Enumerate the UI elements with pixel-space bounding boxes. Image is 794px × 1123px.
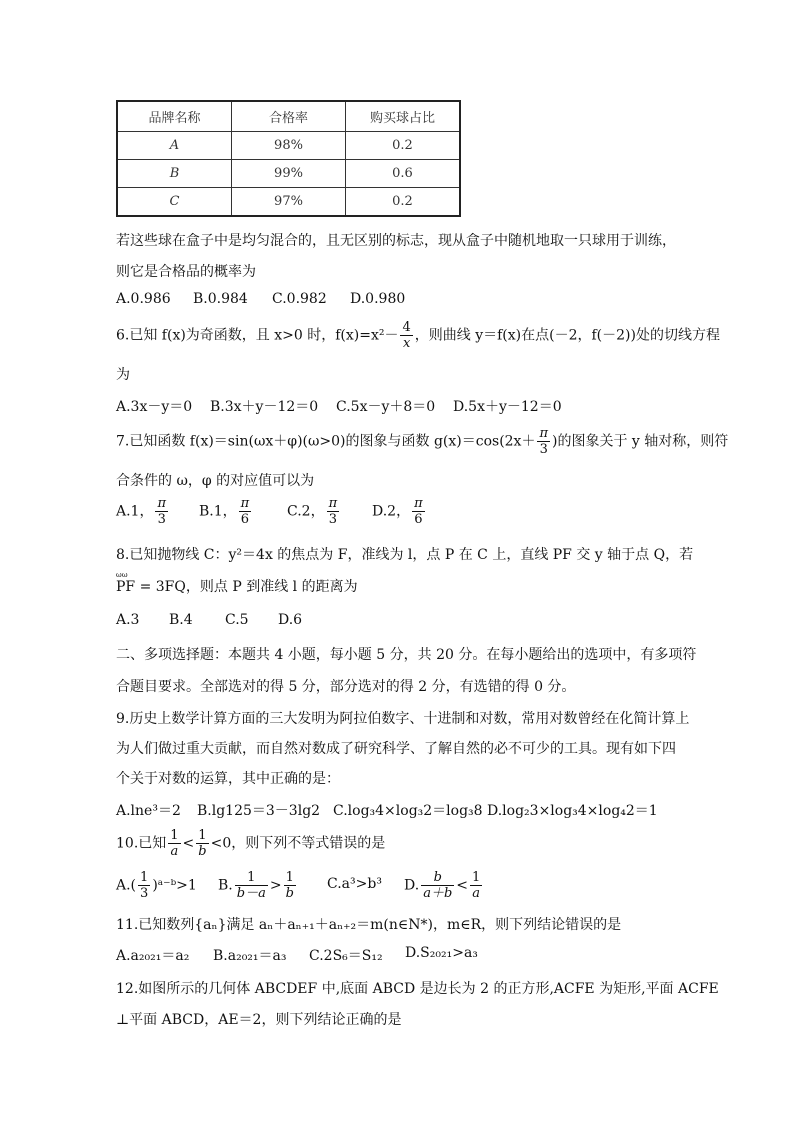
option-fraction [412, 496, 425, 527]
q7-line1 [116, 426, 728, 457]
table-header: 购买球占比 [346, 101, 461, 132]
q7-fraction [537, 426, 550, 457]
fraction-numerator: π [240, 496, 250, 511]
option-fraction: $\frac{1}{b-a}$ [236, 870, 266, 901]
q7-post: )的图象关于 y 轴对称，则符 [552, 433, 729, 450]
q10-pre: 10.已知 [116, 835, 167, 852]
q10-option-d: D. $\frac{b}{a+b}$ < $\frac{1}{a}$ [404, 870, 481, 901]
q8-option-a: A.3 [116, 612, 140, 628]
option-text: )ᵃ⁻ᵇ>1 [152, 877, 197, 894]
table-header: 合格率 [232, 101, 346, 132]
fraction-denominator: 3 [328, 512, 337, 527]
fraction-numerator: π [539, 426, 548, 441]
option-fraction [155, 496, 168, 527]
table-row [117, 188, 460, 217]
q10-option-b: B. $\frac{1}{b-a}$ > $\frac{1}{b}$ [218, 870, 294, 901]
q8-line2-post: ，则点 P 到准线 l 的距离为 [185, 579, 358, 595]
fraction-numerator: π [414, 496, 423, 511]
q5-option-c: C.0.982 [272, 291, 327, 307]
table-header-row [117, 101, 460, 132]
option-label: C.2， [287, 503, 325, 520]
q7-option-b [199, 496, 253, 527]
q8-option-d: D.6 [278, 612, 303, 628]
brand-table [116, 100, 461, 217]
q10-fraction-a: $\frac{1}{a}$ [170, 828, 179, 859]
q10-option-a [116, 870, 197, 901]
q6-line2: 为 [116, 367, 130, 383]
table-row [117, 132, 460, 160]
q6-option-b: B.3x＋y－12＝0 [210, 399, 319, 415]
option-fraction [327, 496, 340, 527]
option-fraction: $\frac{1}{a}$ [472, 870, 481, 901]
section2-line2: 合题目要求。全部选对的得 5 分，部分选对的得 2 分，有选错的得 0 分。 [116, 679, 576, 695]
fraction-numerator: 4 [402, 320, 411, 335]
fraction-denominator: 6 [240, 512, 250, 527]
q11-option-d: D.S₂₀₂₁>a₃ [405, 945, 478, 961]
q9-line3: 个关于对数的运算，其中正确的是： [116, 771, 340, 787]
q12-line2: ⊥平面 ABCD，AE＝2，则下列结论正确的是 [116, 1012, 402, 1028]
fraction-denominator: x [402, 336, 411, 351]
q7-option-a [116, 496, 170, 527]
q8-option-c: C.5 [225, 612, 249, 628]
q12-line1: 12.如图所示的几何体 ABCDEF 中,底面 ABCD 是边长为 2 的正方形,ACFE 为矩形,平面 ACFE [116, 981, 719, 997]
q9-option-c: C.log₃4×log₃2＝log₃8 [333, 803, 483, 819]
option-fraction: $\frac{b}{a+b}$ [423, 870, 453, 901]
q9-option-a: A.lne³＝2 [116, 803, 181, 819]
q6-post: ，则曲线 y＝f(x)在点(－2，f(－2))处的切线方程 [414, 327, 720, 344]
q6-line1 [116, 320, 720, 351]
q7-line2: 合条件的 ω，φ 的对应值可以为 [116, 473, 315, 489]
q10-post: <0，则下列不等式错误的是 [210, 835, 386, 852]
table-cell: 97% [232, 188, 346, 217]
fraction-denominator: 3 [539, 442, 548, 457]
table-row [117, 160, 460, 188]
q9-line1: 9.历史上数学计算方面的三大发明为阿拉伯数字、十进制和对数，常用对数曾经在化简计算上 [116, 711, 690, 727]
fraction-denominator: 3 [157, 512, 166, 527]
table-cell: 0.2 [346, 188, 461, 217]
q7-option-d [372, 496, 427, 527]
option-label: A.1， [116, 503, 154, 520]
q11-option-b: B.a₂₀₂₁＝a₃ [213, 948, 287, 964]
table-cell: C [117, 188, 232, 217]
q9-line2: 为人们做过重大贡献，而自然对数成了研究科学、了解自然的必不可少的工具。现有如下四 [116, 741, 676, 757]
q6-option-a: A.3x－y＝0 [116, 399, 193, 415]
table-header: 品牌名称 [117, 101, 232, 132]
q7-option-c [287, 496, 341, 527]
q7-pre: 7.已知函数 f(x)＝sin(ωx＋φ)(ω>0)的图象与函数 g(x)＝cos(2x＋ [116, 433, 536, 450]
q5-option-d: D.0.980 [350, 291, 406, 307]
q8-option-b: B.4 [169, 612, 193, 628]
table-cell: 99% [232, 160, 346, 188]
table-cell: 0.6 [346, 160, 461, 188]
q6-pre: 6.已知 f(x)为奇函数，且 x>0 时，f(x)=x²－ [116, 327, 399, 344]
option-fraction [239, 496, 252, 527]
q11-option-a: A.a₂₀₂₁＝a₂ [116, 948, 190, 964]
q9-option-b: B.lg125＝3－3lg2 [197, 803, 321, 819]
q10-option-c: C.a³>b³ [327, 876, 382, 892]
option-text: B. [218, 877, 233, 894]
fraction-numerator: π [157, 496, 167, 511]
option-text: D. [404, 877, 420, 894]
q11-line1: 11.已知数列{aₙ}满足 aₙ＋aₙ₊₁＋aₙ₊₂＝m(n∈N*)，m∈R，则下列结论错误的是 [116, 917, 622, 933]
q5-option-a: A.0.986 [116, 291, 171, 307]
vector-equation: ω ω PF = 3FQ [116, 579, 186, 595]
q5-option-b: B.0.984 [193, 291, 248, 307]
table-cell: 0.2 [346, 132, 461, 160]
fraction-denominator: 6 [414, 512, 423, 527]
q11-option-c: C.2S₆＝S₁₂ [309, 948, 383, 964]
option-label: D.2， [372, 503, 411, 520]
q6-option-d: D.5x＋y－12＝0 [453, 399, 562, 415]
q6-fraction [400, 320, 412, 351]
fraction-numerator: π [328, 496, 338, 511]
q6-option-c: C.5x－y＋8＝0 [336, 399, 436, 415]
q9-option-d: D.log₂3×log₃4×log₄2＝1 [487, 803, 658, 819]
q5-line1: 若这些球在盒子中是均匀混合的，且无区别的标志，现从盒子中随机地取一只球用于训练， [116, 233, 676, 249]
option-text: A.( [116, 877, 137, 894]
q8-line1: 8.已知抛物线 C：y²＝4x 的焦点为 F，准线为 l，点 P 在 C 上，直线 PF 交 y 轴于点 Q，若 [116, 547, 694, 563]
section2-line1: 二、多项选择题：本题共 4 小题，每小题 5 分，共 20 分。在每小题给出的选项中，有多项符 [116, 647, 697, 663]
table-cell: B [117, 160, 232, 188]
option-fraction: $\frac{1}{3}$ [140, 870, 149, 901]
option-fraction: $\frac{1}{b}$ [285, 870, 294, 901]
q10-line1: 10.已知 $\frac{1}{a}$ < $\frac{1}{b}$ <0，则下列不等式错误的是 [116, 828, 386, 859]
q5-line2: 则它是合格品的概率为 [116, 264, 256, 280]
q10-fraction-b: $\frac{1}{b}$ [198, 828, 207, 859]
table-cell: A [117, 132, 232, 160]
q8-line2 [116, 576, 358, 596]
option-label: B.1， [199, 503, 237, 520]
table-cell: 98% [232, 132, 346, 160]
